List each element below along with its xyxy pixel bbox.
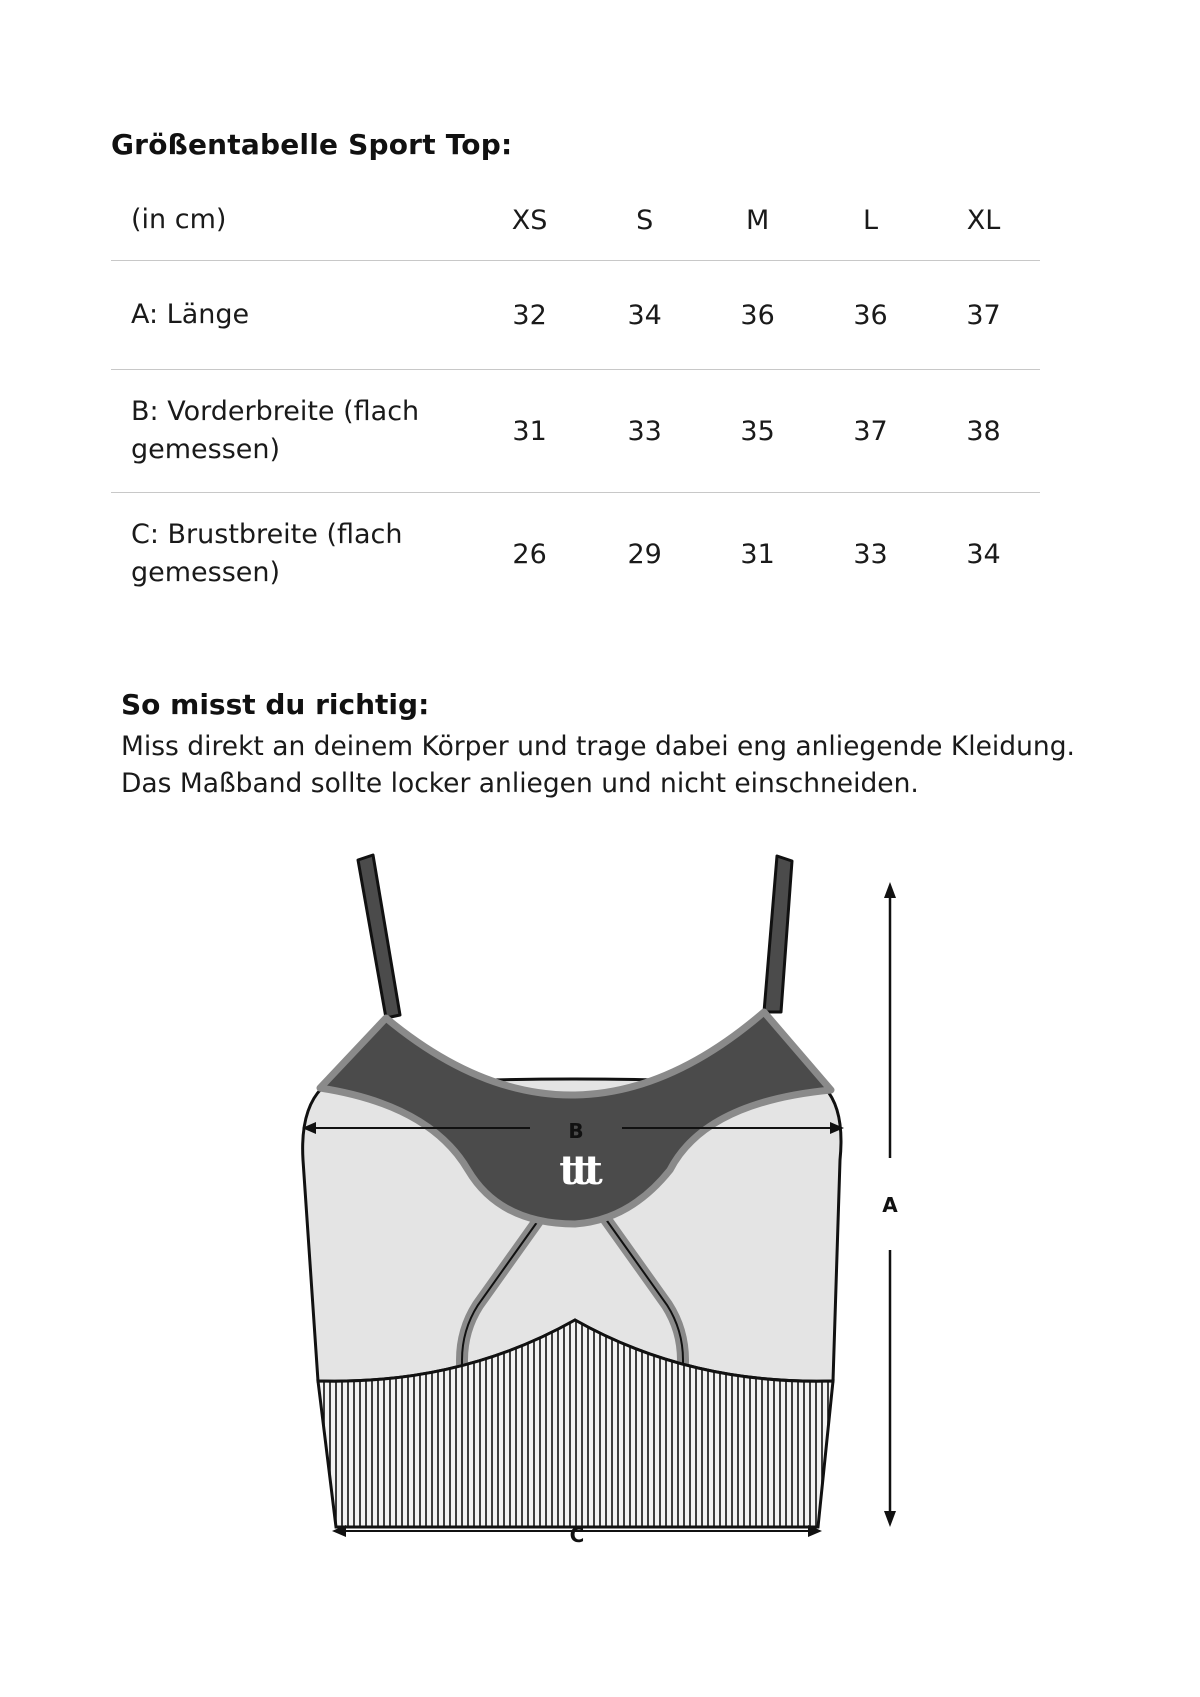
cell-value: 31 [701, 493, 814, 616]
cell-value: 26 [471, 493, 588, 616]
cell-value: 32 [471, 261, 588, 370]
measure-guide-line-2: Das Maßband sollte locker anliegen und nicht einschneiden. [121, 768, 919, 799]
cell-value: 34 [927, 493, 1040, 616]
cell-value: 38 [927, 370, 1040, 493]
left-strap [358, 855, 400, 1018]
cell-value: 29 [588, 493, 701, 616]
size-chart-title: Größentabelle Sport Top: [111, 128, 513, 161]
size-header-s: S [636, 204, 654, 236]
brand-logo: ttt [559, 1147, 597, 1194]
size-header-xl: XL [966, 204, 1001, 236]
row-label-chest-width: C: Brustbreite (flach gemessen) [111, 493, 471, 616]
cell-value: 37 [927, 261, 1040, 370]
size-header-m: M [745, 204, 770, 236]
cell-value: 37 [814, 370, 927, 493]
measure-guide-title: So misst du richtig: [121, 688, 430, 721]
size-header-l: L [863, 204, 879, 236]
cell-value: 33 [588, 370, 701, 493]
cell-value: 34 [588, 261, 701, 370]
unit-header: (in cm) [131, 204, 227, 235]
cell-value: 33 [814, 493, 927, 616]
measure-c-label: C [569, 1523, 585, 1547]
row-label-length: A: Länge [111, 261, 471, 370]
cell-value: 36 [814, 261, 927, 370]
size-header-xs: XS [511, 204, 548, 236]
cell-value: 35 [701, 370, 814, 493]
cell-value: 31 [471, 370, 588, 493]
measure-b-label: B [568, 1119, 584, 1143]
right-strap [764, 856, 792, 1012]
cell-value: 36 [701, 261, 814, 370]
row-label-front-width: B: Vorderbreite (flach gemessen) [111, 370, 471, 493]
measure-a-arrowhead-top [884, 882, 896, 898]
measure-a-arrowhead-bottom [884, 1511, 896, 1527]
measure-guide-line-1: Miss direkt an deinem Körper und trage dabei eng anliegende Kleidung. [121, 731, 1075, 762]
measure-a-label: A [882, 1193, 898, 1217]
